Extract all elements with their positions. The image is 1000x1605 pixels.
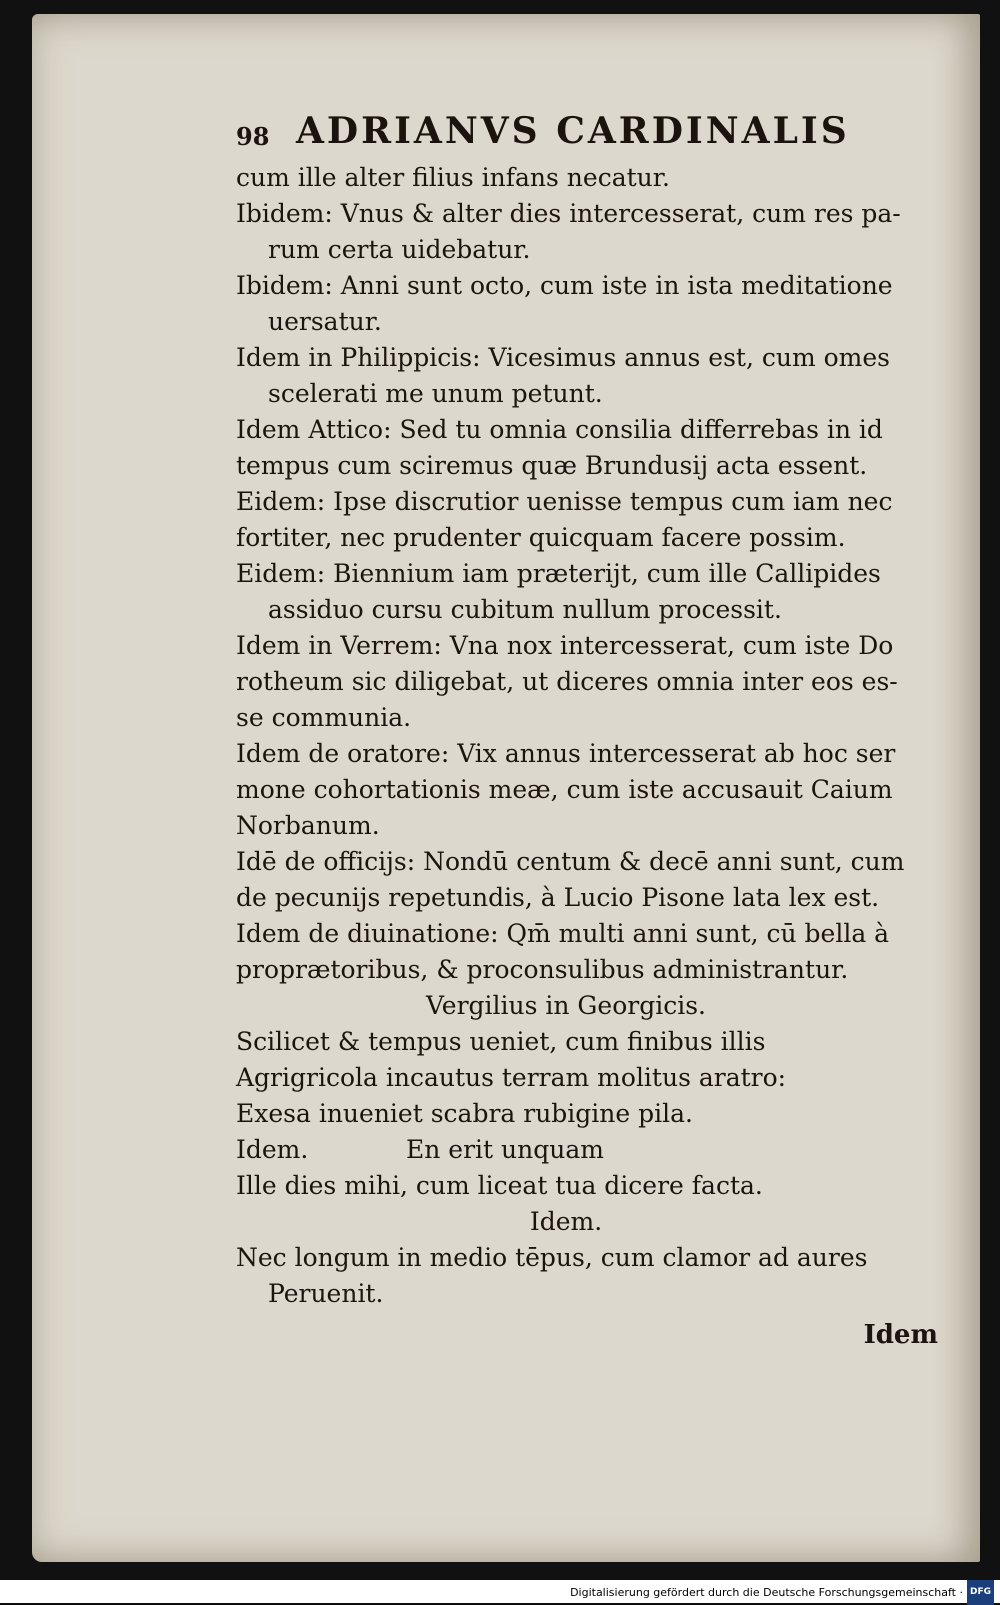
text-line: cum ille alter filius infans necatur. [236, 163, 670, 192]
text-line: uersatur. [268, 307, 382, 336]
text-line: rum certa uidebatur. [268, 235, 531, 264]
text-line: rotheum sic diligebat, ut diceres omnia inter eos es- [236, 667, 898, 696]
text-line: scelerati me unum petunt. [268, 379, 603, 408]
verse-line: Peruenit. [268, 1279, 384, 1308]
verse-line-split [236, 1132, 896, 1168]
text-line: Ibidem: Vnus & alter dies intercesserat, cum res pa- [236, 199, 901, 228]
text-block [236, 160, 905, 1312]
text-line: Idem de diuinatione: Qm̄ multi anni sunt, cū bella à [236, 919, 890, 948]
text-line: Idem Attico: Sed tu omnia consilia differrebas in id [236, 415, 883, 444]
text-line: fortiter, nec prudenter quicquam facere possim. [236, 523, 846, 552]
verse-line: Exesa inueniet scabra rubigine pila. [236, 1099, 693, 1128]
text-line: Norbanum. [236, 811, 380, 840]
section-heading: Vergilius in Georgicis. [426, 991, 706, 1020]
verse-attribution: Idem. [236, 1135, 309, 1164]
running-head: ADRIANVS CARDINALIS [296, 110, 850, 152]
dfg-logo: DFG [967, 1580, 994, 1605]
verse-line: Ille dies mihi, cum liceat tua dicere facta. [236, 1171, 763, 1200]
verse-line: Nec longum in medio tēpus, cum clamor ad aures [236, 1243, 868, 1272]
verse-line: Scilicet & tempus ueniet, cum finibus illis [236, 1027, 766, 1056]
text-line: tempus cum sciremus quæ Brundusij acta essent. [236, 451, 868, 480]
text-line: Ibidem: Anni sunt octo, cum iste in ista meditatione [236, 271, 893, 300]
text-line: Eidem: Ipse discrutior uenisse tempus cum iam nec [236, 487, 893, 516]
verse-line: Agrigricola incautus terram molitus aratro: [236, 1063, 787, 1092]
footer-text: Digitalisierung gefördert durch die Deutsche Forschungsgemeinschaft · [570, 1586, 963, 1599]
text-line: Idē de officijs: Nondū centum & decē anni sunt, cum [236, 847, 905, 876]
page-number: 98 [236, 122, 270, 151]
text-line: assiduo cursu cubitum nullum processit. [268, 595, 782, 624]
text-line: Idem in Verrem: Vna nox intercesserat, cum iste Do [236, 631, 894, 660]
verse-fragment: En erit unquam [406, 1135, 604, 1164]
catchword: Idem [863, 1320, 938, 1350]
text-line: Idem in Philippicis: Vicesimus annus est, cum omes [236, 343, 890, 372]
section-heading: Idem. [529, 1207, 603, 1236]
text-line: Eidem: Biennium iam præterijt, cum ille Callipides [236, 559, 881, 588]
text-line: se communia. [236, 703, 412, 732]
text-line: de pecunijs repetundis, à Lucio Pisone lata lex est. [236, 883, 880, 912]
bleed-through-text [910, 454, 980, 1314]
footer [0, 1580, 1000, 1603]
text-line: Idem de oratore: Vix annus intercesserat ab hoc ser [236, 739, 896, 768]
text-line: mone cohortationis meæ, cum iste accusauit Caium [236, 775, 893, 804]
text-line: proprætoribus, & proconsulibus administrantur. [236, 955, 849, 984]
